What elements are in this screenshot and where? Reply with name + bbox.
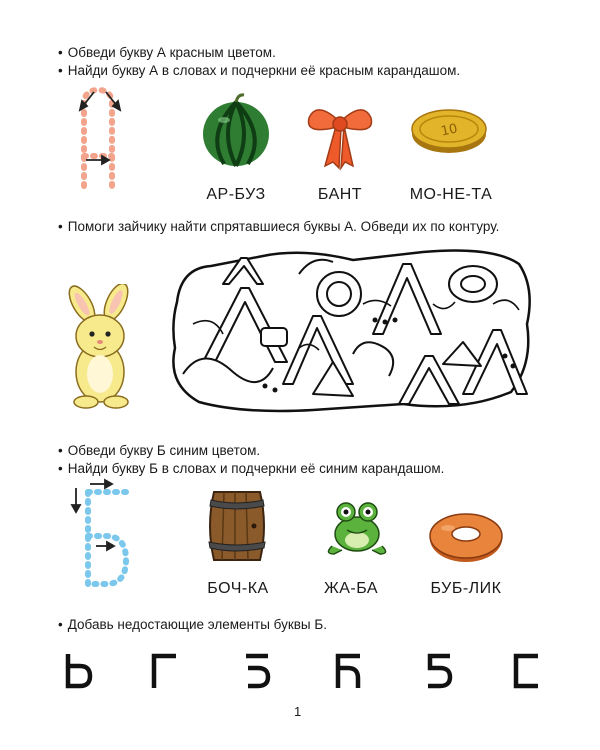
b-fragment-4[interactable] bbox=[330, 652, 366, 692]
svg-text:10: 10 bbox=[439, 121, 459, 140]
instruction-b-2: • Найди букву Б в словах и подчеркни её синим карандашом. bbox=[58, 460, 444, 478]
b-fragment-6[interactable] bbox=[508, 652, 544, 692]
hidden-letters-puzzle[interactable] bbox=[163, 244, 541, 414]
word-bochka: БОЧ-КА bbox=[207, 580, 269, 597]
word-moneta: МО-НЕ-ТА bbox=[409, 186, 493, 203]
instruction-a-1: • Обведи букву А красным цветом. bbox=[58, 44, 276, 62]
letter-a-tracing[interactable] bbox=[60, 82, 140, 192]
watermelon-image bbox=[200, 92, 272, 170]
coin-image bbox=[409, 104, 489, 156]
bunny-image bbox=[60, 284, 142, 412]
frog-image bbox=[322, 496, 392, 558]
instruction-b-1: • Обведи букву Б синим цветом. bbox=[58, 442, 260, 460]
instruction-a-2: • Найди букву А в словах и подчеркни её красным карандашом. bbox=[58, 62, 460, 80]
b-fragment-5[interactable] bbox=[422, 652, 458, 692]
instruction-complete-b: • Добавь недостающие элементы буквы Б. bbox=[58, 616, 327, 634]
barrel-image bbox=[204, 486, 270, 566]
word-bublik: БУБ-ЛИК bbox=[430, 580, 502, 597]
b-fragment-3[interactable] bbox=[240, 652, 276, 692]
word-arbuz: АР-БУЗ bbox=[206, 186, 266, 203]
bow-image bbox=[303, 96, 377, 172]
b-fragment-1[interactable] bbox=[60, 652, 96, 692]
word-bant: БАНТ bbox=[317, 186, 363, 203]
letter-b-tracing[interactable] bbox=[62, 478, 144, 594]
word-zhaba: ЖА-БА bbox=[323, 580, 379, 597]
b-fragment-2[interactable] bbox=[146, 652, 182, 692]
instruction-hidden-letters: • Помоги зайчику найти спрятавшиеся буквы А. Обведи их по контуру. bbox=[58, 218, 499, 236]
bagel-image bbox=[426, 508, 506, 566]
page-number: 1 bbox=[294, 704, 302, 719]
